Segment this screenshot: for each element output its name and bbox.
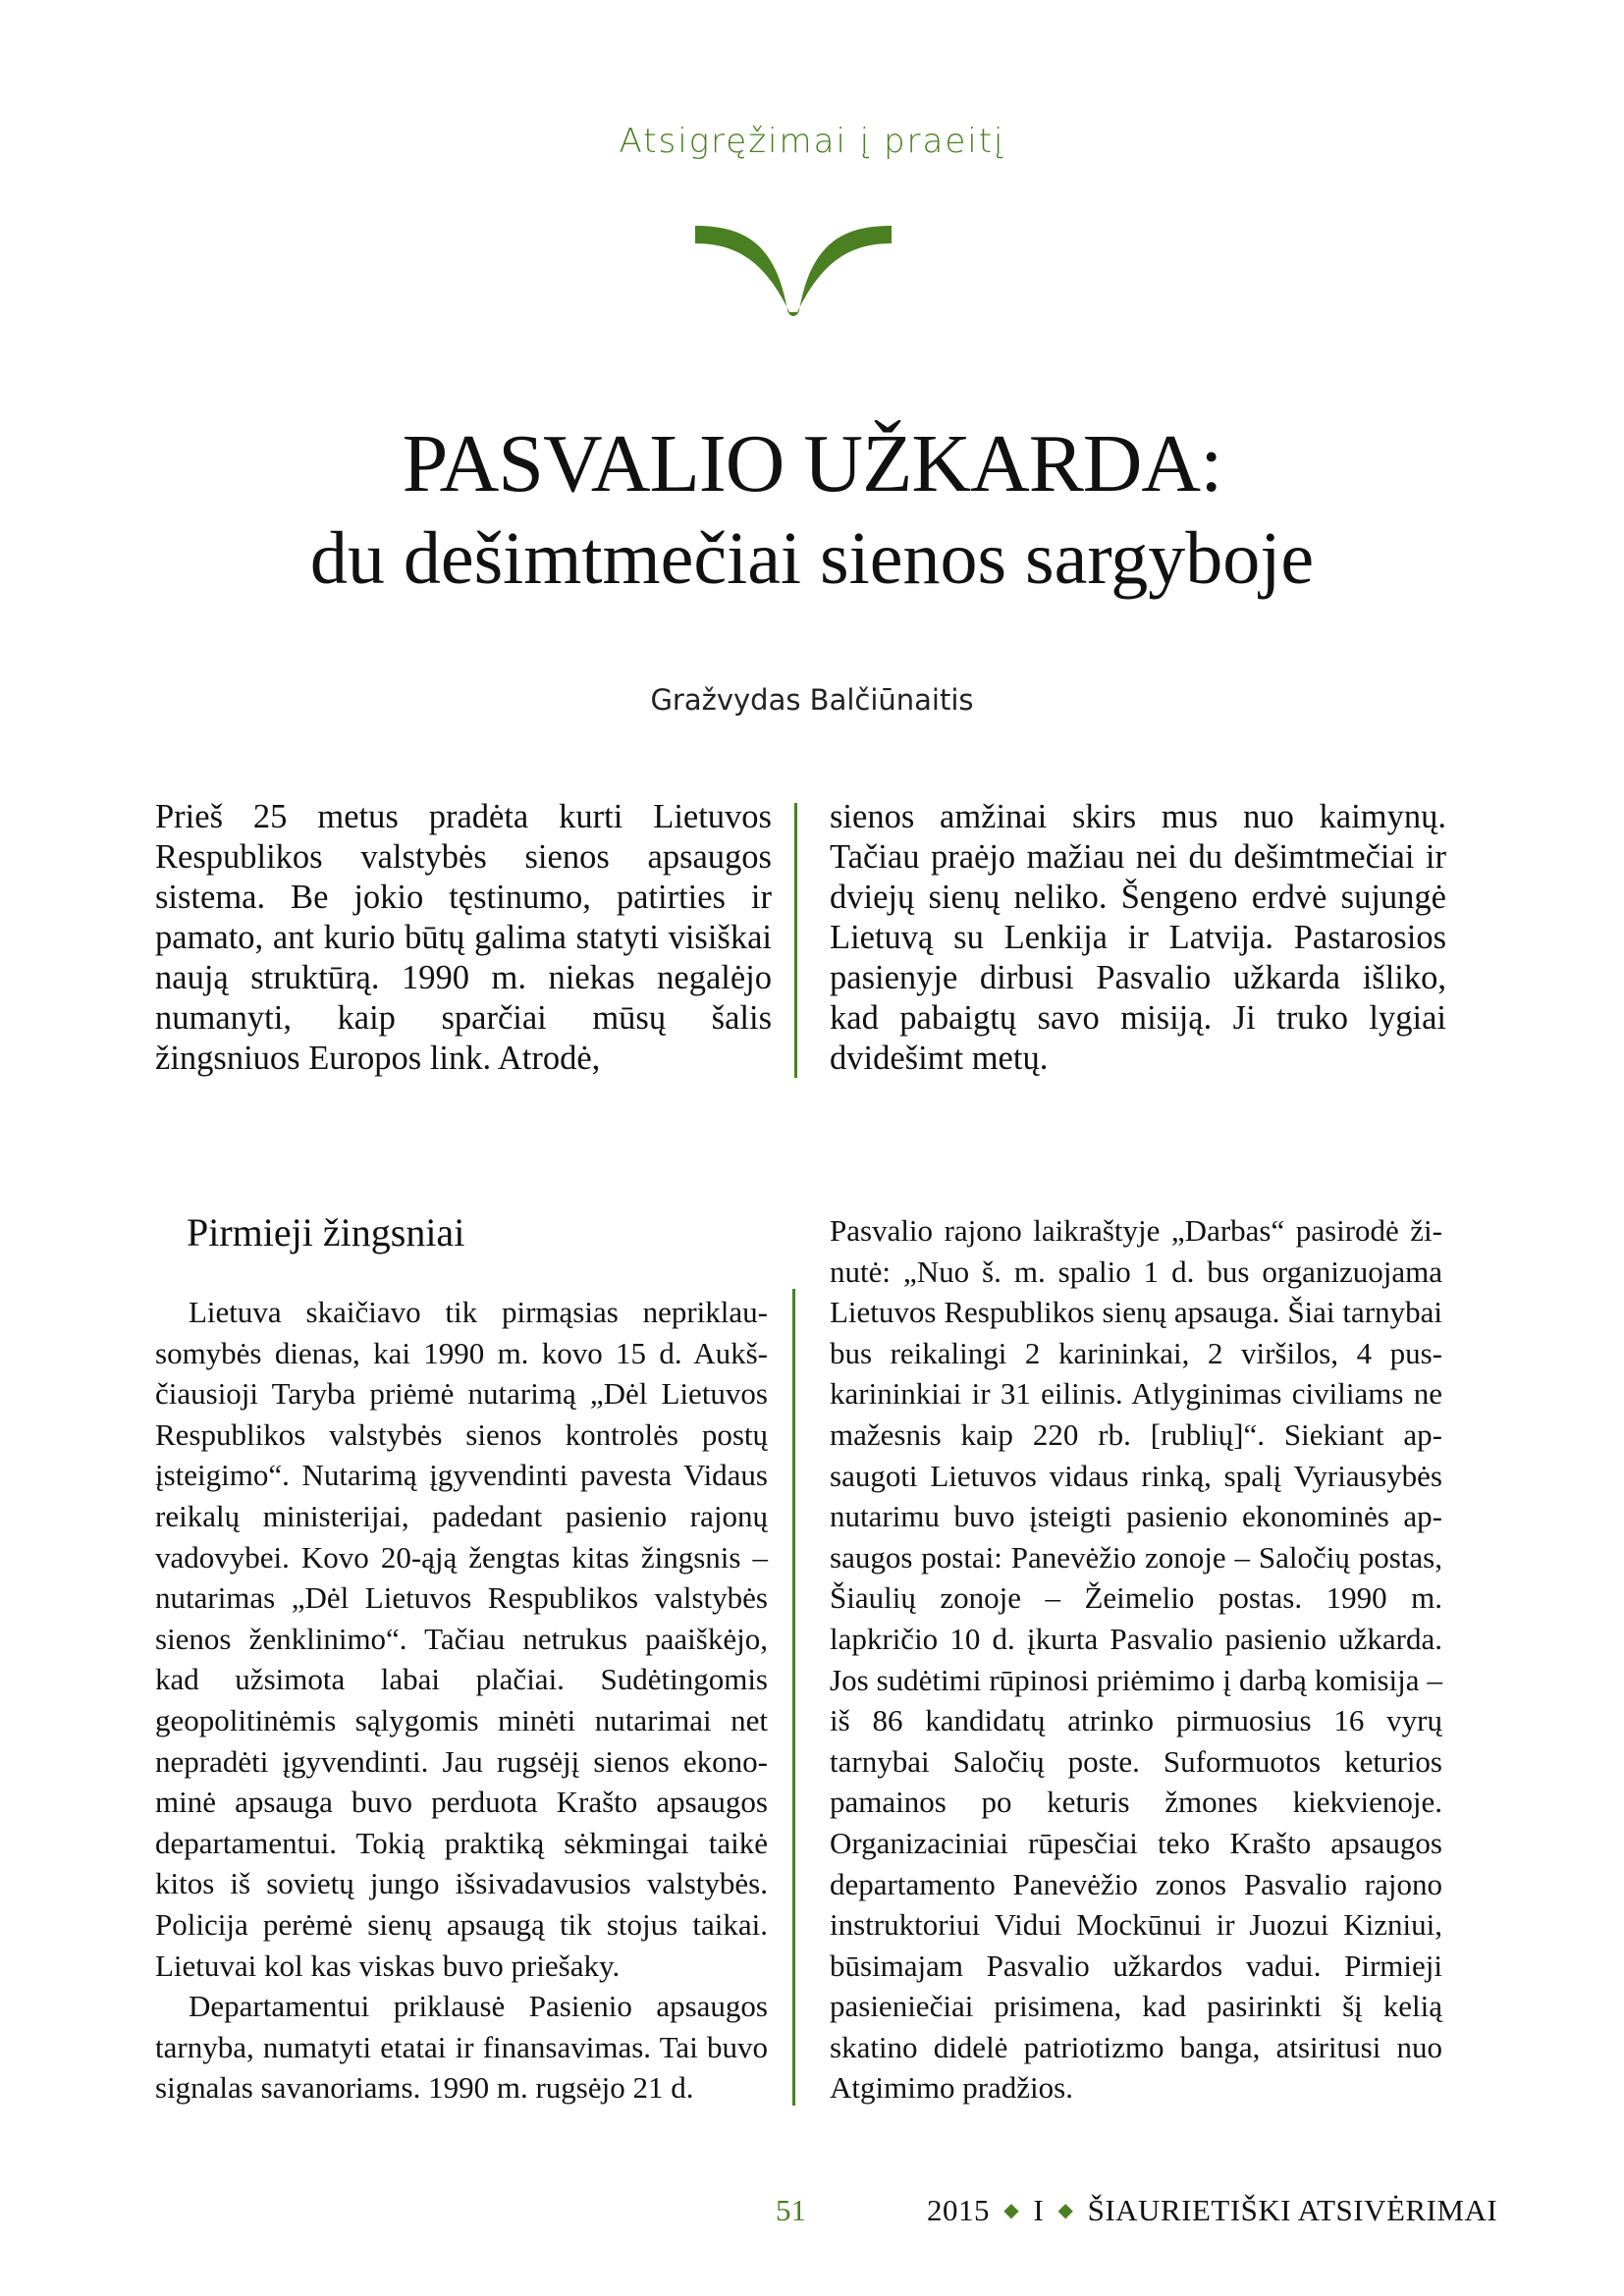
column-divider-intro bbox=[794, 803, 797, 1078]
journal-footer bbox=[927, 2193, 1497, 2228]
footer-year: 2015 bbox=[927, 2193, 990, 2227]
intro-column-left bbox=[155, 797, 772, 1079]
body-column-right bbox=[830, 1210, 1442, 2109]
page-number: 51 bbox=[776, 2193, 806, 2227]
footer-issue: I bbox=[1033, 2193, 1045, 2227]
intro-paragraph-left: Prieš 25 metus pradėta kurti Lietuvos Respublikos valstybės sienos apsaugos sistema. Be jokio tęstinumo, patirties ir pamato, ant kurio būtų galima statyti visiškai naują struktūrą. 1990 m. niekas negalėjo numanyti, kaip sparčiai mūsų šalis žingsniuos Europos link. Atrodė, bbox=[155, 798, 772, 1077]
diamond-separator-icon: ◆ bbox=[1057, 2200, 1074, 2221]
intro-paragraph-right: sienos amžinai skirs mus nuo kaimynų. Tačiau praėjo mažiau nei du dešimtmečiai ir dviejų sienų neliko. Šengeno erdvė sujungė Lietuvą su Lenkija ir Latvija. Pastarosios pasienyje dirbusi Pasvalio užkarda išliko, kad pabaigtų savo misiją. Ji truko lygiai dvidešimt metų. bbox=[830, 798, 1446, 1077]
diamond-separator-icon: ◆ bbox=[1003, 2200, 1020, 2221]
footer-journal-name: ŠIAURIETIŠKI ATSIVĖRIMAI bbox=[1087, 2193, 1498, 2227]
author-name: Gražvydas Balčiūnaitis bbox=[650, 683, 974, 717]
green-v-sprout-icon bbox=[695, 224, 892, 318]
article-title bbox=[0, 417, 1624, 606]
body-paragraph: Departamentui priklausė Pasienio apsaugos tarnyba, numatyti etatai ir finansavimas. Tai buvo signalas savanoriams. 1990 m. rugsėjo 21 d. bbox=[155, 1989, 768, 2106]
section-heading: Pirmieji žingsniai bbox=[187, 1210, 465, 1255]
body-column-left bbox=[155, 1292, 768, 2109]
title-line-2: du dešimtmečiai sienos sargyboje bbox=[309, 517, 1315, 600]
title-line-1: PASVALIO UŽKARDA: bbox=[402, 418, 1222, 509]
column-divider-body bbox=[792, 1289, 795, 2106]
body-paragraph: Pasvalio rajono laikraštyje „Darbas“ pasirodė žinutė: „Nuo š. m. spalio 1 d. bus organizuojama Lietuvos Respublikos sienų apsauga. Šiai tarnybai bus reikalingi 2 karininkai, 2 viršilos, 4 puskarininkiai ir 31 eilinis. Atlyginimas civiliams ne mažesnis kaip 220 rb. [rublių]“. Siekiant apsaugoti Lietuvos vidaus rinką, spalį Vyriausybės nutarimu buvo įsteigti pasienio ekonominės apsaugos postai: Panevėžio zonoje – Saločių postas, Šiaulių zonoje – Žeimelio postas. 1990 m. lapkričio 10 d. įkurta Pasvalio pasienio užkarda. Jos sudėtimi rūpinosi priėmimo į darbą komisija – iš 86 kandidatų atrinko pirmuosius 16 vyrų tarnybai Saločių poste. Suformuotos keturios pamainos po keturis žmones kiekvienoje. Organizaciniai rūpesčiai teko Krašto apsaugos departamento Panevėžio zonos Pasvalio rajono instruktoriui Vidui Mockūnui ir Juozui Kizniui, būsimajam Pasvalio užkardos vadui. Pirmieji pasieniečiai prisimena, kad pasirinkti šį kelią skatino didelė patriotizmo banga, atsiritusi nuo Atgimimo pradžios. bbox=[830, 1213, 1442, 2106]
section-label: Atsigręžimai į praeitį bbox=[619, 122, 1005, 161]
intro-column-right bbox=[830, 797, 1446, 1079]
body-paragraph: Lietuva skaičiavo tik pirmąsias nepriklausomybės dienas, kai 1990 m. kovo 15 d. Aukščiausioji Taryba priėmė nutarimą „Dėl Lietuvos Respublikos valstybės sienos kontrolės postų įsteigimo“. Nutarimą įgyvendinti pavesta Vidaus reikalų ministerijai, padedant pasienio rajonų vadovybei. Kovo 20-ąją žengtas kitas žingsnis – nutarimas „Dėl Lietuvos Respublikos valstybės sienos ženklinimo“. Tačiau netrukus paaiškėjo, kad užsimota labai plačiai. Sudėtingomis geopolitinėmis sąlygomis minėti nutarimai net nepradėti įgyvendinti. Jau rugsėjį sienos ekonominė apsauga buvo perduota Krašto apsaugos departamentui. Tokią praktiką sėkmingai taikė kitos iš sovietų jungo išsivadavusios valstybės. Policija perėmė sienų apsaugą tik stojus taikai. Lietuvai kol kas viskas buvo priešaky. bbox=[155, 1295, 768, 1983]
